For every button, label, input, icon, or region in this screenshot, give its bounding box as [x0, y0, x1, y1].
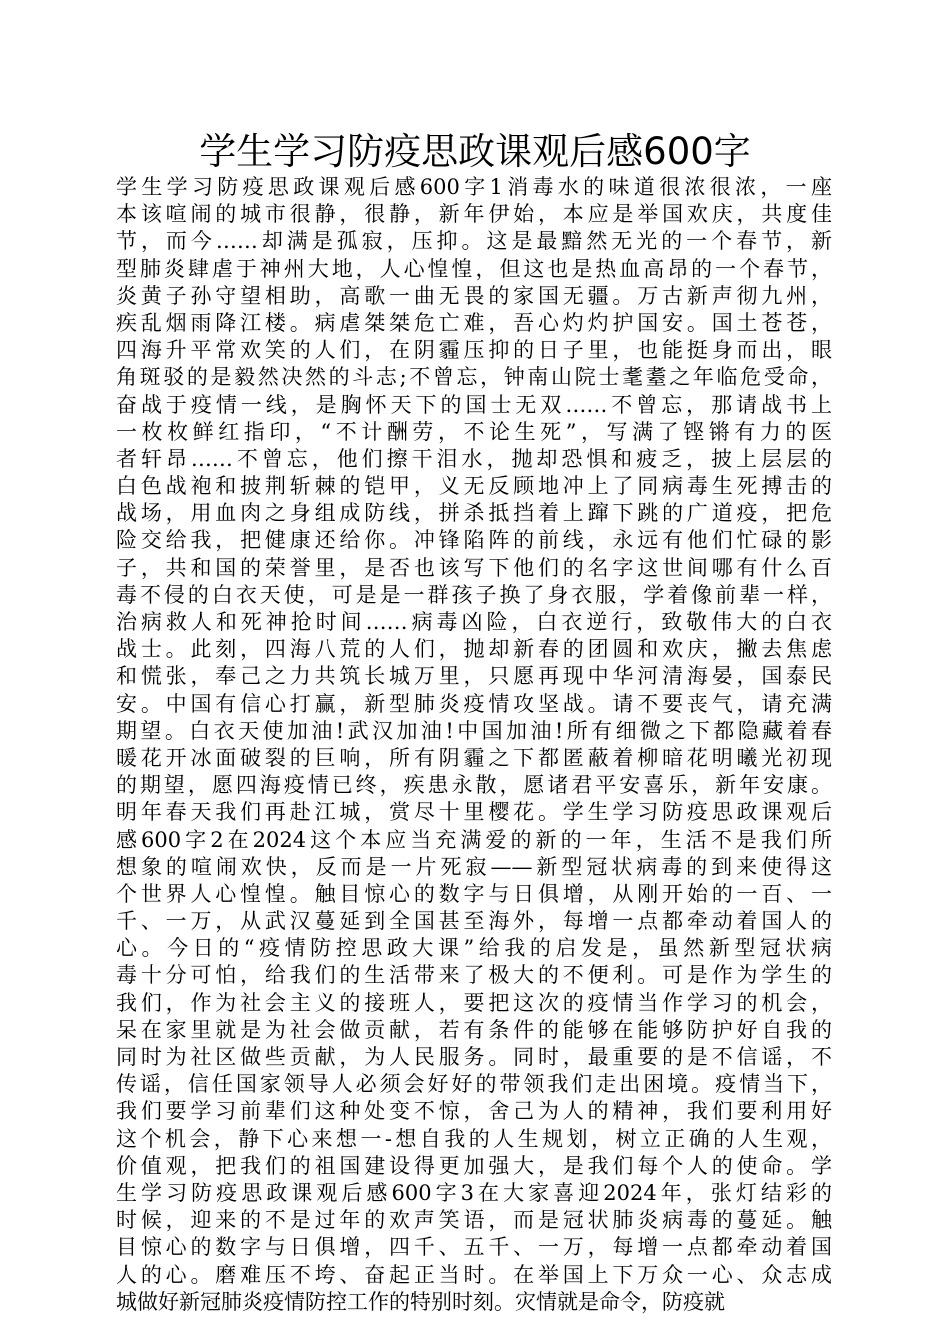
- paragraph-line: 型肺炎肆虐于神州大地，人心惶惶，但这也是热血高昂的一个春节，: [116, 256, 832, 281]
- paragraph-line: 一枚枚鲜红指印，“不计酬劳，不论生死”，写满了铿锵有力的医: [116, 419, 832, 444]
- paragraph-line: 和慌张，奉己之力共筑长城万里，只愿再现中华河清海晏，国泰民: [116, 664, 832, 689]
- paragraph-line: 安。中国有信心打赢，新型肺炎疫情攻坚战。请不要丧气，请充满: [116, 691, 832, 716]
- paragraph-line: 的期望，愿四海疫情已终，疾患永散，愿诸君平安喜乐，新年安康。: [116, 773, 832, 798]
- document-title: 学生学习防疫思政课观后感600字: [199, 130, 751, 173]
- paragraph-line: 价值观，把我们的祖国建设得更加强大，是我们每个人的使命。学: [116, 1153, 832, 1178]
- paragraph-line: 学生学习防疫思政课观后感600字1消毒水的味道很浓很浓，一座: [116, 175, 832, 199]
- paragraph-line: 个世界人心惶惶。触目惊心的数字与日俱增，从刚开始的一百、一: [116, 881, 832, 906]
- paragraph-line: 城做好新冠肺炎疫情防控工作的特别时刻。灾情就是命令，防疫就: [116, 1289, 725, 1314]
- paragraph-line: 我们，作为社会主义的接班人，要把这次的疫情当作学习的机会，: [116, 990, 832, 1015]
- paragraph-line: 时候，迎来的不是过年的欢声笑语，而是冠状肺炎病毒的蔓延。触: [116, 1208, 832, 1233]
- paragraph-line: 目惊心的数字与日俱增，四千、五千、一万，每增一点都牵动着国: [116, 1235, 832, 1260]
- paragraph-line: 奋战于疫情一线，是胸怀天下的国士无双……不曾忘，那请战书上: [116, 392, 832, 417]
- paragraph-line: 同时为社区做些贡献，为人民服务。同时，最重要的是不信谣，不: [116, 1045, 832, 1069]
- paragraph-line: 人的心。磨难压不垮、奋起正当时。在举国上下万众一心、众志成: [116, 1262, 832, 1287]
- paragraph-line: 千、一万，从武汉蔓延到全国甚至海外，每增一点都牵动着国人的: [116, 909, 832, 934]
- paragraph-line: 战士。此刻，四海八荒的人们，抛却新春的团圆和欢庆，撇去焦虑: [116, 637, 832, 662]
- paragraph-line: 心。今日的“疫情防控思政大课”给我的启发是，虽然新型冠状病: [116, 936, 832, 961]
- paragraph-line: 想象的喧闹欢快，反而是一片死寂——新型冠状病毒的到来使得这: [116, 854, 832, 879]
- paragraph-line: 险交给我，把健康还给你。冲锋陷阵的前线，永远有他们忙碌的影: [116, 528, 832, 553]
- paragraph-line: 节，而今……却满是孤寂，压抑。这是最黯然无光的一个春节，新: [116, 229, 832, 254]
- paragraph-line: 本该喧闹的城市很静，很静，新年伊始，本应是举国欢庆，共度佳: [116, 202, 832, 227]
- paragraph-line: 期望。白衣天使加油!武汉加油!中国加油!所有细微之下都隐藏着春: [116, 718, 832, 743]
- paragraph-line: 白色战袍和披荆斩棘的铠甲，义无反顾地冲上了同病毒生死搏击的: [116, 474, 832, 499]
- paragraph-line: 感600字2在2024这个本应当充满爱的新的一年，生活不是我们所: [116, 827, 832, 852]
- paragraph-line: 炎黄子孙守望相助，高歌一曲无畏的家国无疆。万古新声彻九州，: [116, 283, 832, 308]
- paragraph-line: 生学习防疫思政课观后感600字3在大家喜迎2024年，张灯结彩的: [116, 1180, 832, 1205]
- paragraph-line: 我们要学习前辈们这种处变不惊，舍己为人的精神，我们要利用好: [116, 1099, 832, 1124]
- paragraph-line: 毒十分可怕，给我们的生活带来了极大的不便利。可是作为学生的: [116, 963, 832, 988]
- document-body: [116, 174, 832, 1316]
- paragraph-line: 呆在家里就是为社会做贡献，若有条件的能够在能够防护好自我的: [116, 1017, 832, 1042]
- paragraph-line: 这个机会，静下心来想一-想自我的人生规划，树立正确的人生观，: [116, 1126, 832, 1151]
- paragraph-line: 明年春天我们再赴江城，赏尽十里樱花。学生学习防疫思政课观后: [116, 800, 832, 825]
- paragraph-line: 战场，用血肉之身组成防线，拼杀抵挡着上蹿下跳的广道疫，把危: [116, 501, 832, 526]
- paragraph-line: 暖花开冰面破裂的巨响，所有阴霾之下都匿蔽着柳暗花明曦光初现: [116, 745, 832, 770]
- paragraph-line: 治病救人和死神抢时间……病毒凶险，白衣逆行，致敬伟大的白衣: [116, 610, 832, 634]
- paragraph-line: 传谣，信任国家领导人必须会好好的带领我们走出困境。疫情当下，: [116, 1072, 832, 1097]
- paragraph-line: 毒不侵的白衣天使，可是是一群孩子换了身衣服，学着像前辈一样，: [116, 582, 832, 607]
- paragraph-line: 疾乱烟雨降江楼。病虐桀桀危亡难，吾心灼灼护国安。国土苍苍，: [116, 310, 832, 335]
- paragraph-line: 四海升平常欢笑的人们，在阴霾压抑的日子里，也能挺身而出，眼: [116, 338, 832, 363]
- paragraph-line: 子，共和国的荣誉里，是否也该写下他们的名字这世间哪有什么百: [116, 555, 832, 580]
- paragraph-line: 角斑驳的是毅然决然的斗志;不曾忘，钟南山院士耄耋之年临危受命，: [116, 365, 832, 390]
- paragraph-line: 者轩昂……不曾忘，他们擦干泪水，抛却恐惧和疲乏，披上层层的: [116, 446, 832, 471]
